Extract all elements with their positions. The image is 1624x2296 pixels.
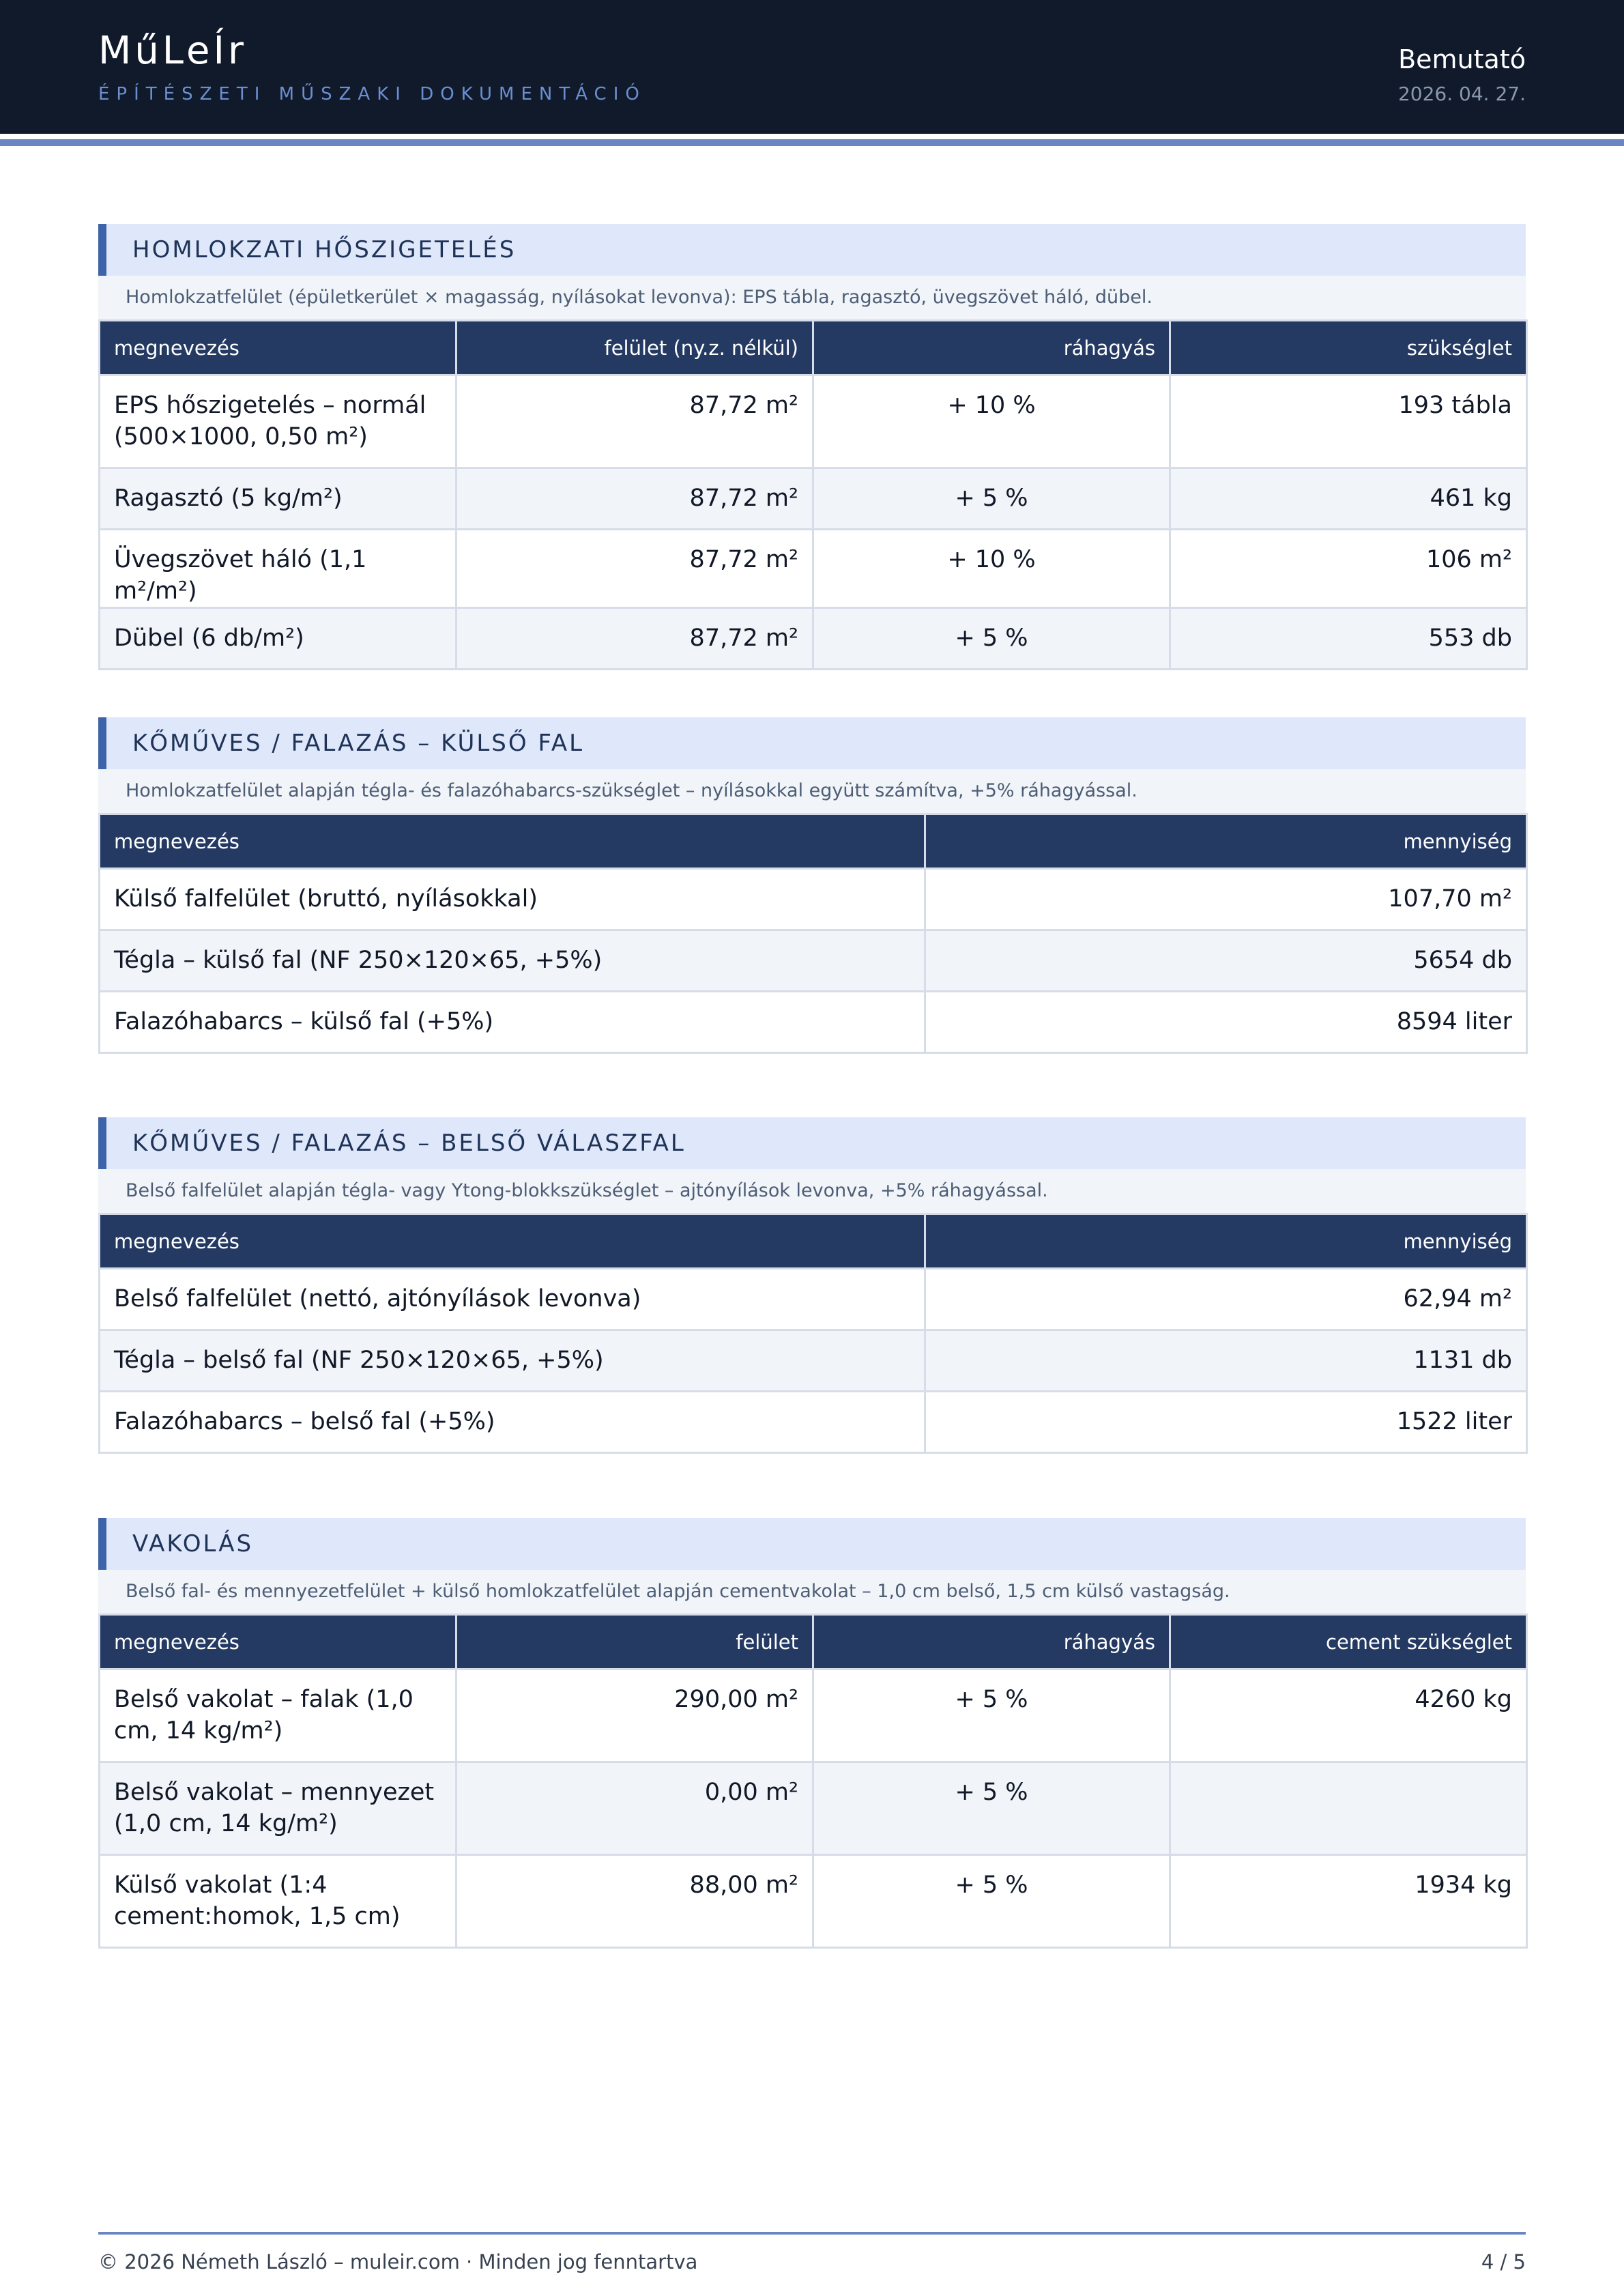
section-interior-partition <box>98 1117 1526 1454</box>
cell-area: 87,72 m² <box>456 468 813 530</box>
page-number: 4 / 5 <box>1481 2250 1526 2273</box>
section-description: Homlokzatfelület (épületkerület × magasság, nyílásokat levonva): EPS tábla, ragasztó, üvegszövet háló, dübel. <box>98 276 1526 319</box>
section-title: VAKOLÁS <box>98 1518 1526 1570</box>
column-header: felület (ny.z. nélkül) <box>456 321 813 375</box>
page-header <box>0 0 1624 134</box>
cell-requirement: 553 db <box>1170 608 1527 670</box>
cell-area: 87,72 m² <box>456 530 813 608</box>
cell-requirement: 106 m² <box>1170 530 1527 608</box>
section-exterior-masonry <box>98 717 1526 1054</box>
cell-allowance: + 5 % <box>813 1669 1170 1762</box>
brand-tagline: ÉPÍTÉSZETI MŰSZAKI DOKUMENTÁCIÓ <box>98 84 646 104</box>
table-row <box>100 608 1527 670</box>
cell-requirement: 193 tábla <box>1170 375 1527 468</box>
header-divider <box>0 139 1624 146</box>
section-insulation <box>98 224 1526 670</box>
cell-area: 88,00 m² <box>456 1855 813 1948</box>
cell-item: Falazóhabarcs – belső fal (+5%) <box>100 1392 925 1453</box>
insulation-table <box>98 319 1528 670</box>
brand-logo-text: MűLeÍr <box>98 29 248 73</box>
cell-item: Falazóhabarcs – külső fal (+5%) <box>100 992 925 1053</box>
cell-quantity: 5654 db <box>925 930 1527 992</box>
cell-item: Ragasztó (5 kg/m²) <box>100 468 456 530</box>
section-title: KŐMŰVES / FALAZÁS – BELSŐ VÁLASZFAL <box>98 1117 1526 1169</box>
table-row <box>100 1762 1527 1855</box>
cell-item: Belső falfelület (nettó, ajtónyílások levonva) <box>100 1269 925 1330</box>
column-header: mennyiség <box>925 1214 1527 1269</box>
section-description: Belső fal- és mennyezetfelület + külső homlokzatfelület alapján cementvakolat – 1,0 cm belső, 1,5 cm külső vastagság. <box>98 1570 1526 1613</box>
column-header: ráhagyás <box>813 321 1170 375</box>
section-description: Homlokzatfelület alapján tégla- és falazóhabarcs-szükséglet – nyílásokkal együtt számítva, +5% ráhagyással. <box>98 769 1526 813</box>
cell-area: 0,00 m² <box>456 1762 813 1855</box>
table-header-row <box>100 1214 1527 1269</box>
table-row <box>100 530 1527 608</box>
table-header-row <box>100 814 1527 869</box>
exterior-masonry-table <box>98 813 1528 1054</box>
column-header: cement szükséglet <box>1170 1615 1527 1669</box>
cell-allowance: + 10 % <box>813 375 1170 468</box>
cell-allowance: + 5 % <box>813 1762 1170 1855</box>
section-plastering <box>98 1518 1526 1949</box>
cell-quantity: 1131 db <box>925 1330 1527 1392</box>
table-row <box>100 1669 1527 1762</box>
cell-item: Üvegszövet háló (1,1 m²/m²) <box>100 530 456 608</box>
table-row <box>100 1392 1527 1453</box>
column-header: megnevezés <box>100 321 456 375</box>
section-title: KŐMŰVES / FALAZÁS – KÜLSŐ FAL <box>98 717 1526 769</box>
column-header: ráhagyás <box>813 1615 1170 1669</box>
footer-copyright: © 2026 Németh László – muleir.com · Minden jog fenntartva <box>98 2250 698 2273</box>
cell-requirement: 461 kg <box>1170 468 1527 530</box>
table-row <box>100 468 1527 530</box>
plastering-table <box>98 1613 1528 1949</box>
cell-area: 290,00 m² <box>456 1669 813 1762</box>
table-header-row <box>100 1615 1527 1669</box>
column-header: felület <box>456 1615 813 1669</box>
column-header: mennyiség <box>925 814 1527 869</box>
column-header: megnevezés <box>100 1214 925 1269</box>
document-date: 2026. 04. 27. <box>1397 83 1526 105</box>
cell-quantity: 1522 liter <box>925 1392 1527 1453</box>
document-title: Bemutató <box>1398 44 1526 74</box>
table-row <box>100 992 1527 1053</box>
column-header: szükséglet <box>1170 321 1527 375</box>
cell-cement: 4260 kg <box>1170 1669 1527 1762</box>
cell-quantity: 107,70 m² <box>925 869 1527 930</box>
cell-item: Belső vakolat – mennyezet (1,0 cm, 14 kg/m²) <box>100 1762 456 1855</box>
cell-quantity: 8594 liter <box>925 992 1527 1053</box>
cell-item: Külső vakolat (1:4 cement:homok, 1,5 cm) <box>100 1855 456 1948</box>
section-description: Belső falfelület alapján tégla- vagy Ytong-blokkszükséglet – ajtónyílások levonva, +5% ráhagyással. <box>98 1169 1526 1213</box>
cell-allowance: + 10 % <box>813 530 1170 608</box>
cell-allowance: + 5 % <box>813 1855 1170 1948</box>
cell-area: 87,72 m² <box>456 608 813 670</box>
cell-item: EPS hőszigetelés – normál (500×1000, 0,50 m²) <box>100 375 456 468</box>
cell-cement: 1934 kg <box>1170 1855 1527 1948</box>
section-title: HOMLOKZATI HŐSZIGETELÉS <box>98 224 1526 276</box>
table-row <box>100 1330 1527 1392</box>
cell-quantity: 62,94 m² <box>925 1269 1527 1330</box>
cell-item: Tégla – külső fal (NF 250×120×65, +5%) <box>100 930 925 992</box>
table-row <box>100 1269 1527 1330</box>
column-header: megnevezés <box>100 1615 456 1669</box>
table-row <box>100 930 1527 992</box>
table-row <box>100 869 1527 930</box>
cell-item: Belső vakolat – falak (1,0 cm, 14 kg/m²) <box>100 1669 456 1762</box>
table-header-row <box>100 321 1527 375</box>
cell-item: Dübel (6 db/m²) <box>100 608 456 670</box>
table-row <box>100 1855 1527 1948</box>
cell-allowance: + 5 % <box>813 608 1170 670</box>
column-header: megnevezés <box>100 814 925 869</box>
cell-item: Tégla – belső fal (NF 250×120×65, +5%) <box>100 1330 925 1392</box>
cell-cement <box>1170 1762 1527 1855</box>
cell-item: Külső falfelület (bruttó, nyílásokkal) <box>100 869 925 930</box>
interior-partition-table <box>98 1213 1528 1454</box>
cell-area: 87,72 m² <box>456 375 813 468</box>
cell-allowance: + 5 % <box>813 468 1170 530</box>
footer-divider <box>98 2232 1526 2235</box>
table-row <box>100 375 1527 468</box>
